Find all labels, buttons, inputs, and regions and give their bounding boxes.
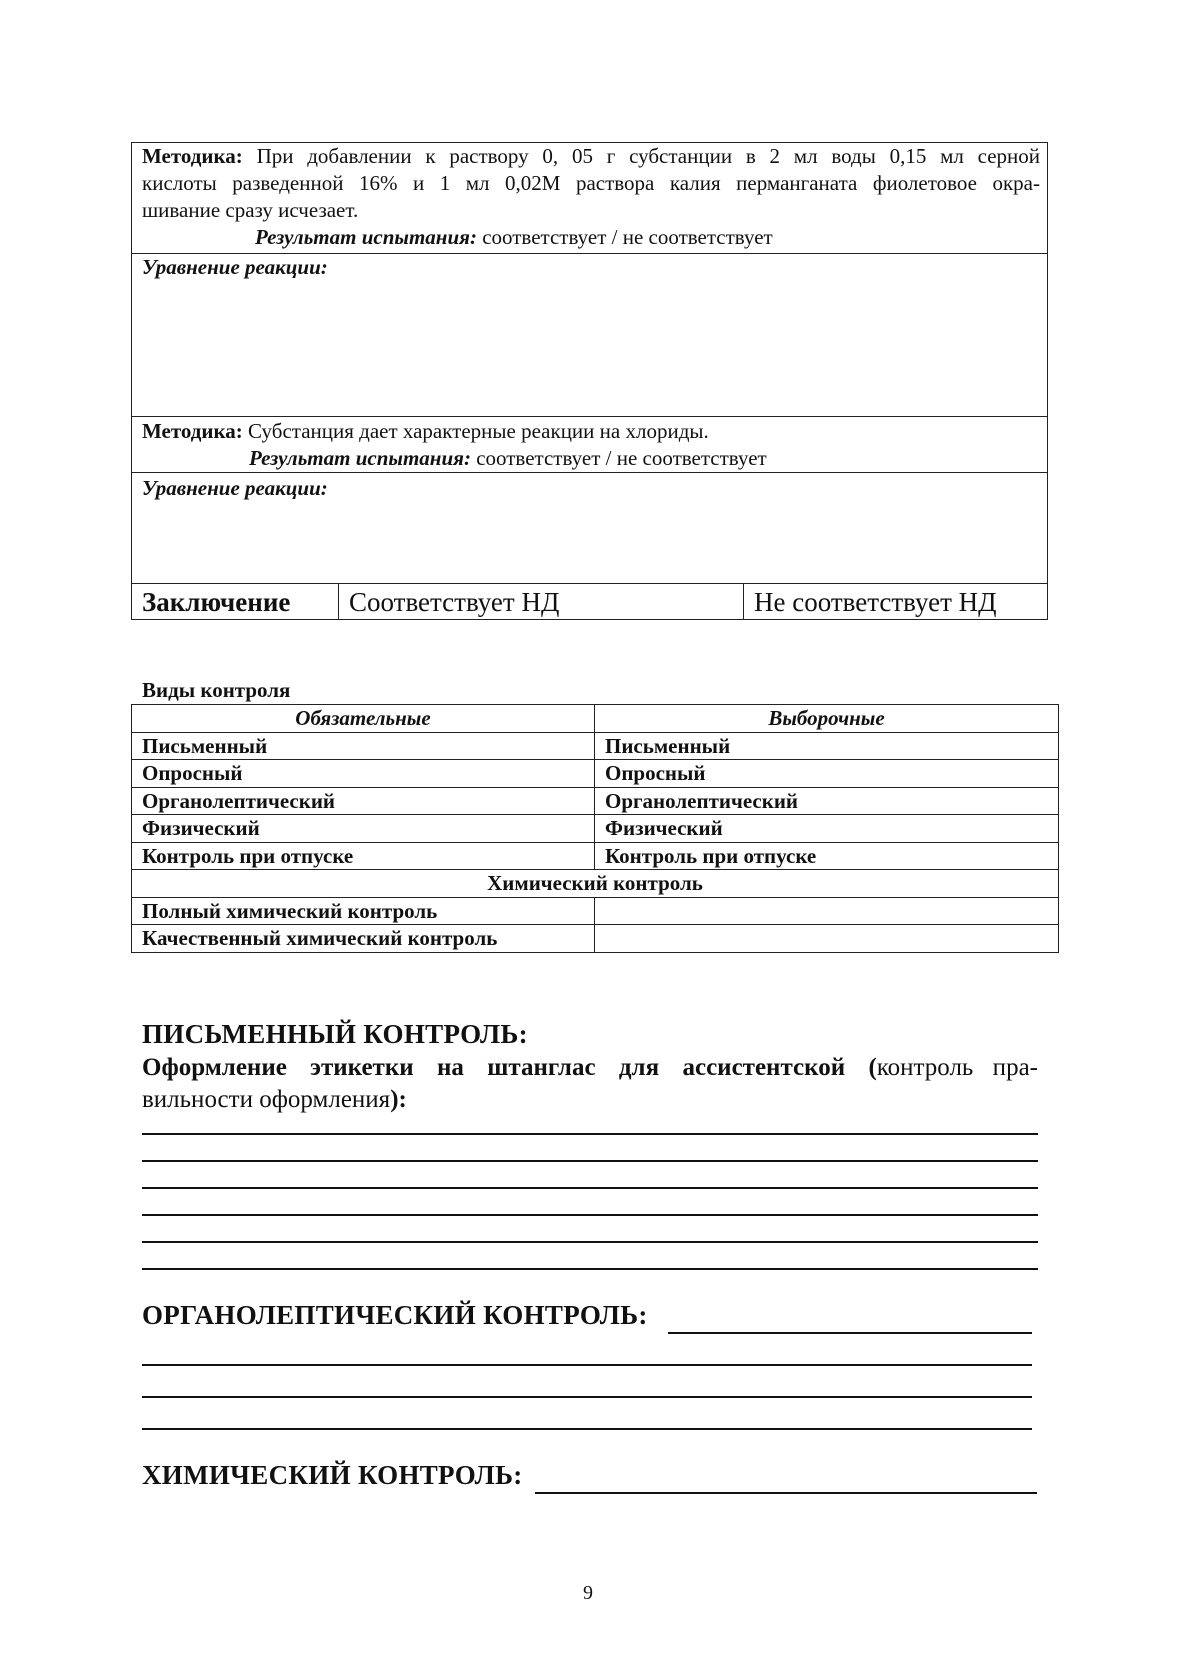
equation-label-1: Уравнение реакции:	[142, 255, 328, 279]
table-cell: Качественный химический контроль	[132, 925, 595, 953]
chemical-header: Химический контроль	[132, 870, 1059, 898]
table-cell: Полный химический контроль	[132, 897, 595, 925]
organoleptic-control-heading: ОРГАНОЛЕПТИЧЕСКИЙ КОНТРОЛЬ:	[142, 1300, 648, 1330]
table-cell: Опросный	[132, 760, 595, 788]
table-header-row	[132, 705, 1059, 733]
blank-line[interactable]	[142, 1241, 1038, 1243]
result-line-2	[249, 445, 767, 472]
table-cell: Письменный	[132, 732, 595, 760]
blank-line[interactable]	[142, 1364, 1032, 1366]
column-divider	[338, 583, 339, 619]
page-number: 9	[583, 1582, 593, 1604]
conclusion-label: Заключение	[142, 587, 291, 617]
table-cell: Контроль при отпуске	[595, 842, 1059, 870]
chemical-header-row	[132, 870, 1059, 898]
table-row	[132, 760, 1059, 788]
result-line-1	[255, 224, 773, 251]
analysis-box	[131, 142, 1048, 620]
control-types-table	[131, 704, 1059, 953]
methodika-1	[142, 143, 1040, 224]
table-cell-empty	[595, 925, 1059, 953]
result-label: Результат испытания:	[249, 446, 471, 470]
table-cell: Контроль при отпуске	[132, 842, 595, 870]
table-row	[132, 925, 1059, 953]
methodika-1-line3: шивание сразу исчезает.	[142, 198, 359, 222]
divider	[132, 416, 1047, 417]
table-cell: Органолептический	[595, 787, 1059, 815]
result-value: соответствует / не соответствует	[482, 225, 773, 249]
table-cell: Органолептический	[132, 787, 595, 815]
blank-line[interactable]	[142, 1268, 1038, 1270]
conclusion-option-no: Не соответствует НД	[754, 587, 997, 617]
equation-label-2: Уравнение реакции:	[142, 476, 328, 500]
written-control-subtitle	[142, 1052, 1038, 1116]
table-row	[132, 815, 1059, 843]
subtitle-close: ):	[390, 1086, 407, 1113]
header-selective: Выборочные	[595, 705, 1059, 733]
methodika-2	[142, 418, 709, 445]
methodika-text: При добавлении к раствору 0, 05 г субстанции в 2 мл воды 0,15 мл серной	[256, 144, 1041, 168]
table-cell: Опросный	[595, 760, 1059, 788]
blank-line[interactable]	[142, 1187, 1038, 1189]
table-cell-empty	[595, 897, 1059, 925]
table-row	[132, 842, 1059, 870]
table-cell: Физический	[595, 815, 1059, 843]
blank-line[interactable]	[142, 1160, 1038, 1162]
control-types-title: Виды контроля	[142, 678, 291, 702]
table-row	[132, 787, 1059, 815]
written-control-heading: ПИСЬМЕННЫЙ КОНТРОЛЬ:	[142, 1019, 528, 1049]
conclusion-option-yes: Соответствует НД	[349, 587, 560, 617]
blank-line[interactable]	[142, 1133, 1038, 1135]
chemical-control-heading: ХИМИЧЕСКИЙ КОНТРОЛЬ:	[142, 1460, 523, 1490]
blank-line[interactable]	[142, 1214, 1038, 1216]
subtitle-normal-2: вильности оформления	[142, 1086, 391, 1113]
divider	[132, 472, 1047, 473]
methodika-1-line2: кислоты разведенной 16% и 1 мл 0,02М раствора калия перманганата фиолетовое окра-	[142, 171, 1040, 195]
table-row	[132, 897, 1059, 925]
blank-line[interactable]	[142, 1428, 1032, 1430]
methodika-1-line1	[142, 143, 1040, 170]
subtitle-normal-1: контроль пра-	[876, 1054, 1038, 1081]
subtitle-bold: Оформление этикетки на штанглас для ассистентской (	[142, 1054, 877, 1081]
table-row	[132, 732, 1059, 760]
header-mandatory: Обязательные	[132, 705, 595, 733]
blank-line[interactable]	[668, 1332, 1032, 1334]
result-value: соответствует / не соответствует	[476, 446, 767, 470]
table-cell: Письменный	[595, 732, 1059, 760]
blank-line[interactable]	[142, 1396, 1032, 1398]
methodika-label: Методика:	[142, 144, 243, 168]
table-cell: Физический	[132, 815, 595, 843]
methodika-label: Методика:	[142, 419, 243, 443]
methodika-text: Субстанция дает характерные реакции на хлориды.	[248, 419, 709, 443]
blank-line[interactable]	[535, 1492, 1037, 1494]
column-divider	[743, 583, 744, 619]
result-label: Результат испытания:	[255, 225, 477, 249]
divider	[132, 583, 1047, 584]
